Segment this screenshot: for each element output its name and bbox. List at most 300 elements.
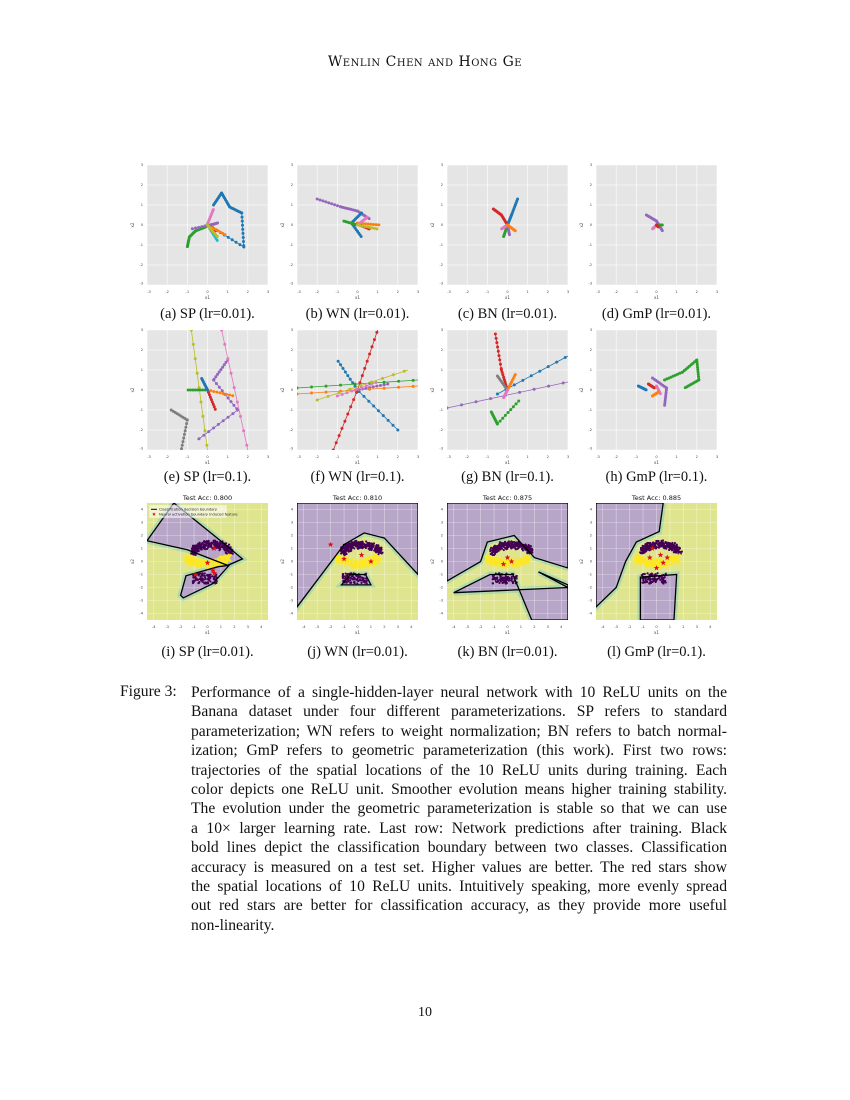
trajectory-point bbox=[346, 374, 349, 377]
data-point bbox=[214, 564, 216, 566]
trajectory-point bbox=[341, 393, 344, 396]
data-point bbox=[206, 574, 208, 576]
data-point bbox=[662, 582, 664, 584]
subplot-title: Test Acc: 0.885 bbox=[631, 494, 682, 502]
x-tick-label: 0 bbox=[356, 290, 359, 294]
data-point bbox=[195, 549, 197, 551]
data-point bbox=[379, 557, 381, 559]
data-point bbox=[493, 547, 495, 549]
data-point bbox=[501, 582, 503, 584]
data-point bbox=[499, 545, 501, 547]
data-point bbox=[349, 579, 351, 581]
y-tick-label: -4 bbox=[139, 611, 143, 616]
x-tick-label: -2 bbox=[465, 290, 469, 294]
trajectory-point bbox=[339, 384, 342, 387]
data-point bbox=[511, 541, 513, 543]
data-point bbox=[497, 560, 499, 562]
subplot-i bbox=[127, 489, 276, 636]
caption-line: out red stars are better for classification accuracy, as they provide more useful bbox=[191, 897, 727, 915]
trajectory-point bbox=[657, 225, 660, 228]
trajectory-point bbox=[223, 233, 226, 236]
trajectory-point bbox=[517, 399, 520, 402]
data-point bbox=[528, 545, 530, 547]
data-point bbox=[661, 576, 663, 578]
trajectory-point bbox=[375, 227, 378, 230]
data-point bbox=[344, 572, 346, 574]
data-point bbox=[191, 548, 193, 550]
trajectory-point bbox=[367, 222, 370, 225]
y-tick-label: 3 bbox=[440, 163, 443, 168]
x-tick-label: -2 bbox=[478, 625, 483, 629]
y-tick-label: -2 bbox=[588, 263, 592, 268]
x-tick-label: -3 bbox=[447, 455, 451, 459]
trajectory-point bbox=[386, 383, 389, 386]
trajectory-point bbox=[241, 216, 244, 219]
data-point bbox=[365, 544, 367, 546]
y-axis-label: x2 bbox=[280, 222, 285, 228]
trajectory-point bbox=[368, 353, 371, 356]
trajectory-point bbox=[500, 227, 503, 230]
data-point bbox=[210, 544, 212, 546]
data-point bbox=[492, 582, 494, 584]
trajectory-point bbox=[325, 391, 328, 394]
trajectory-point bbox=[336, 204, 339, 207]
trajectory-point bbox=[651, 227, 654, 230]
trajectory-point bbox=[515, 402, 518, 405]
x-tick-label: 1 bbox=[519, 625, 523, 629]
data-point bbox=[194, 545, 196, 547]
data-point bbox=[189, 562, 191, 564]
x-tick-label: 1 bbox=[675, 290, 678, 294]
data-point bbox=[357, 562, 359, 564]
data-point bbox=[658, 542, 660, 544]
data-point bbox=[343, 553, 345, 555]
y-tick-label: -3 bbox=[439, 446, 443, 451]
trajectory-point bbox=[346, 413, 349, 416]
trajectory-point bbox=[533, 388, 536, 391]
data-point bbox=[381, 551, 383, 553]
data-point bbox=[531, 551, 533, 553]
data-point bbox=[487, 557, 489, 559]
data-point bbox=[198, 564, 200, 566]
y-tick-label: 4 bbox=[440, 507, 443, 512]
trajectory-point bbox=[661, 224, 664, 227]
trajectory-point bbox=[496, 423, 499, 426]
x-tick-label: 1 bbox=[526, 290, 529, 294]
data-point bbox=[217, 558, 219, 560]
data-point bbox=[488, 561, 490, 563]
trajectory-point bbox=[495, 337, 498, 340]
trajectory-point bbox=[495, 341, 498, 344]
x-tick-label: 0 bbox=[356, 455, 359, 459]
trajectory-point bbox=[489, 397, 492, 400]
data-point bbox=[500, 542, 502, 544]
x-tick-label: -3 bbox=[614, 625, 618, 629]
data-point bbox=[648, 564, 650, 566]
y-tick-label: -3 bbox=[439, 281, 443, 286]
subfigure-caption: (b) WN (lr=0.01). bbox=[305, 306, 410, 322]
y-tick-label: -3 bbox=[289, 598, 293, 603]
trajectory-point bbox=[241, 228, 244, 231]
y-tick-label: 1 bbox=[290, 203, 293, 208]
y-tick-label: 2 bbox=[140, 183, 143, 188]
caption-line: Performance of a single-hidden-layer neural network with 10 ReLU units on the bbox=[191, 684, 727, 701]
data-point bbox=[662, 545, 664, 547]
trajectory-point bbox=[562, 382, 565, 385]
data-point bbox=[490, 547, 492, 549]
data-point bbox=[633, 560, 635, 562]
y-tick-label: 1 bbox=[140, 368, 143, 373]
trajectory-point bbox=[366, 216, 369, 219]
trajectory-point bbox=[364, 222, 367, 225]
data-point bbox=[674, 542, 676, 544]
trajectory-point bbox=[368, 388, 371, 391]
x-tick-label: -3 bbox=[297, 455, 301, 459]
trajectory-point bbox=[212, 208, 215, 211]
data-point bbox=[196, 562, 198, 564]
data-point bbox=[500, 560, 502, 562]
x-tick-label: 2 bbox=[396, 455, 399, 459]
y-tick-label: 3 bbox=[290, 163, 293, 168]
running-header: Wenlin Chen and Hong Ge bbox=[327, 54, 523, 70]
trajectory-point bbox=[196, 372, 199, 375]
data-point bbox=[636, 559, 638, 561]
data-point bbox=[637, 553, 639, 555]
trajectory-point bbox=[225, 393, 228, 396]
data-point bbox=[515, 563, 517, 565]
data-point bbox=[347, 560, 349, 562]
data-point bbox=[649, 542, 651, 544]
data-point bbox=[495, 565, 497, 567]
y-tick-label: -1 bbox=[289, 243, 293, 248]
data-point bbox=[357, 576, 359, 578]
x-tick-label: 0 bbox=[655, 290, 658, 294]
data-point bbox=[485, 560, 487, 562]
trajectory-point bbox=[518, 391, 521, 394]
y-tick-label: -3 bbox=[139, 598, 143, 603]
y-tick-label: 3 bbox=[589, 163, 592, 168]
trajectory-point bbox=[242, 236, 245, 239]
caption-line: Banana dataset under four different parameterizations. SP refers to standard bbox=[191, 703, 727, 721]
data-point bbox=[206, 567, 208, 569]
trajectory-point bbox=[343, 420, 346, 423]
data-point bbox=[361, 541, 363, 543]
data-point bbox=[646, 572, 648, 574]
trajectory-point bbox=[355, 388, 358, 391]
trajectory-point bbox=[213, 222, 216, 225]
x-tick-label: 0 bbox=[506, 625, 509, 629]
x-tick-label: -1 bbox=[634, 455, 639, 459]
y-tick-label: 1 bbox=[440, 546, 443, 551]
x-tick-label: -1 bbox=[335, 455, 340, 459]
y-tick-label: -4 bbox=[588, 611, 592, 616]
data-point bbox=[372, 565, 374, 567]
trajectory-point bbox=[209, 389, 212, 392]
data-point bbox=[355, 544, 357, 546]
data-point bbox=[225, 557, 227, 559]
trajectory-point bbox=[222, 419, 225, 422]
caption-line: accuracy is measured on a test set. Higher values are better. The red stars show bbox=[191, 858, 727, 876]
data-point bbox=[526, 552, 528, 554]
y-tick-label: 1 bbox=[589, 203, 592, 208]
trajectory-point bbox=[296, 387, 299, 390]
trajectory-point bbox=[350, 389, 353, 392]
data-point bbox=[204, 566, 206, 568]
data-point bbox=[670, 560, 672, 562]
x-tick-label: -2 bbox=[465, 455, 469, 459]
trajectory-point bbox=[366, 360, 369, 363]
data-point bbox=[656, 578, 658, 580]
data-point bbox=[357, 566, 359, 568]
x-tick-label: 0 bbox=[206, 290, 209, 294]
data-point bbox=[363, 565, 365, 567]
y-tick-label: 0 bbox=[589, 388, 592, 393]
data-point bbox=[521, 558, 523, 560]
y-tick-label: 2 bbox=[589, 533, 592, 538]
data-point bbox=[347, 574, 349, 576]
y-tick-label: -3 bbox=[139, 446, 143, 451]
trajectory-point bbox=[509, 408, 512, 411]
x-tick-label: -3 bbox=[165, 625, 169, 629]
x-tick-label: 4 bbox=[410, 625, 413, 629]
x-axis-label: x1 bbox=[355, 630, 360, 635]
trajectory-point bbox=[391, 424, 394, 427]
trajectory-point bbox=[504, 414, 507, 417]
trajectory-point bbox=[327, 395, 330, 398]
trajectory-point bbox=[223, 343, 226, 346]
data-point bbox=[364, 546, 366, 548]
data-point bbox=[337, 556, 339, 558]
y-tick-label: 3 bbox=[140, 328, 143, 333]
x-tick-label: 2 bbox=[233, 625, 236, 629]
trajectory-point bbox=[412, 379, 415, 382]
subplot-title: Test Acc: 0.800 bbox=[182, 494, 233, 502]
data-point bbox=[369, 546, 371, 548]
x-tick-label: -1 bbox=[492, 625, 496, 629]
x-tick-label: -4 bbox=[301, 625, 306, 629]
data-point bbox=[528, 558, 530, 560]
trajectory-point bbox=[200, 377, 203, 380]
data-point bbox=[657, 546, 659, 548]
data-point bbox=[640, 555, 642, 557]
x-tick-label: 1 bbox=[226, 290, 229, 294]
data-point bbox=[678, 548, 680, 550]
y-tick-label: -3 bbox=[588, 446, 592, 451]
data-point bbox=[375, 547, 377, 549]
trajectory-point bbox=[349, 378, 352, 381]
trajectory-point bbox=[191, 227, 194, 230]
data-point bbox=[668, 549, 670, 551]
trajectory-point bbox=[379, 384, 382, 387]
data-point bbox=[639, 561, 641, 563]
y-tick-label: -2 bbox=[289, 428, 293, 433]
trajectory-point bbox=[221, 389, 224, 392]
trajectory-point bbox=[354, 383, 357, 386]
data-point bbox=[506, 545, 508, 547]
data-point bbox=[528, 547, 530, 549]
trajectory-point bbox=[241, 232, 244, 235]
trajectory-point bbox=[227, 236, 230, 239]
trajectory-point bbox=[330, 202, 333, 205]
y-tick-label: 0 bbox=[290, 559, 293, 564]
data-point bbox=[352, 543, 354, 545]
y-tick-label: 2 bbox=[290, 533, 293, 538]
figure-caption-body bbox=[191, 683, 727, 935]
data-point bbox=[228, 558, 230, 560]
y-tick-label: -1 bbox=[439, 572, 443, 577]
data-point bbox=[346, 562, 348, 564]
data-point bbox=[500, 565, 502, 567]
trajectory-point bbox=[375, 223, 378, 226]
trajectory-point bbox=[538, 370, 541, 373]
data-point bbox=[645, 578, 647, 580]
y-tick-label: 4 bbox=[589, 507, 592, 512]
caption-line: The evolution under the geometric parameterization is stable so that we can use bbox=[191, 800, 727, 818]
trajectory-point bbox=[333, 203, 336, 206]
y-tick-label: -1 bbox=[139, 572, 143, 577]
data-point bbox=[369, 543, 371, 545]
trajectory-point bbox=[218, 386, 221, 389]
trajectory-point bbox=[181, 440, 184, 443]
y-tick-label: 0 bbox=[589, 559, 592, 564]
x-tick-label: 2 bbox=[533, 625, 536, 629]
data-point bbox=[505, 582, 507, 584]
y-tick-label: -1 bbox=[588, 243, 592, 248]
x-tick-label: -1 bbox=[185, 290, 190, 294]
data-point bbox=[201, 563, 203, 565]
data-point bbox=[221, 544, 223, 546]
y-tick-label: 2 bbox=[290, 183, 293, 188]
y-tick-label: 2 bbox=[440, 533, 443, 538]
trajectory-point bbox=[228, 394, 231, 397]
subfigure-caption: (a) SP (lr=0.01). bbox=[160, 306, 255, 322]
y-tick-label: -1 bbox=[289, 408, 293, 413]
trajectory-point bbox=[657, 391, 660, 394]
subplot-e bbox=[127, 316, 276, 466]
trajectory-point bbox=[235, 241, 238, 244]
trajectory-point bbox=[339, 363, 342, 366]
subplot-a bbox=[127, 151, 276, 301]
data-point bbox=[199, 561, 201, 563]
trajectory-point bbox=[219, 391, 222, 394]
x-tick-label: -1 bbox=[185, 455, 190, 459]
x-axis-label: x1 bbox=[505, 295, 510, 300]
data-point bbox=[511, 565, 513, 567]
trajectory-point bbox=[217, 423, 220, 426]
data-point bbox=[365, 558, 367, 560]
x-tick-label: -3 bbox=[147, 290, 151, 294]
trajectory-point bbox=[498, 354, 501, 357]
y-tick-label: 3 bbox=[290, 328, 293, 333]
data-point bbox=[646, 548, 648, 550]
trajectory-point bbox=[508, 233, 511, 236]
x-tick-label: -3 bbox=[596, 290, 600, 294]
y-axis-label: x2 bbox=[130, 222, 135, 228]
y-tick-label: 3 bbox=[440, 520, 443, 525]
caption-line: a 10× larger learning rate. Last row: Network predictions after training. Black bbox=[191, 819, 727, 837]
x-tick-label: -3 bbox=[147, 455, 151, 459]
data-point bbox=[215, 582, 217, 584]
y-tick-label: 2 bbox=[140, 348, 143, 353]
y-tick-label: 0 bbox=[440, 388, 443, 393]
data-point bbox=[208, 543, 210, 545]
data-point bbox=[511, 578, 513, 580]
data-point bbox=[496, 551, 498, 553]
trajectory-point bbox=[187, 389, 190, 392]
trajectory-point bbox=[502, 396, 505, 399]
x-tick-label: 2 bbox=[546, 290, 549, 294]
data-point bbox=[194, 559, 196, 561]
data-point bbox=[494, 578, 496, 580]
x-tick-label: 3 bbox=[396, 625, 399, 629]
data-point bbox=[502, 559, 504, 561]
y-tick-label: 0 bbox=[440, 559, 443, 564]
trajectory-point bbox=[344, 371, 347, 374]
x-tick-label: 4 bbox=[260, 625, 263, 629]
trajectory-point bbox=[226, 357, 229, 360]
trajectory-point bbox=[352, 398, 355, 401]
x-tick-label: 1 bbox=[526, 455, 529, 459]
x-tick-label: 0 bbox=[206, 455, 209, 459]
trajectory-point bbox=[361, 374, 364, 377]
legend-entry: Classification decision boundary bbox=[159, 507, 218, 512]
x-tick-label: 3 bbox=[715, 290, 719, 294]
trajectory-point bbox=[392, 373, 395, 376]
trajectory-point bbox=[341, 427, 344, 430]
data-point bbox=[197, 579, 199, 581]
y-tick-label: 3 bbox=[589, 328, 592, 333]
data-point bbox=[516, 577, 518, 579]
subplot-title: Test Acc: 0.875 bbox=[482, 494, 533, 502]
data-point bbox=[200, 548, 202, 550]
y-tick-label: 0 bbox=[140, 223, 143, 228]
trajectory-point bbox=[319, 198, 322, 201]
x-tick-label: -4 bbox=[600, 625, 605, 629]
trajectory-point bbox=[349, 405, 352, 408]
data-point bbox=[342, 573, 344, 575]
y-tick-label: -3 bbox=[139, 281, 143, 286]
subplot-g bbox=[427, 316, 576, 466]
data-point bbox=[638, 564, 640, 566]
x-tick-label: 1 bbox=[226, 455, 229, 459]
trajectory-point bbox=[369, 223, 372, 226]
data-point bbox=[653, 579, 655, 581]
subplot-d bbox=[576, 151, 725, 301]
x-tick-label: -1 bbox=[335, 290, 340, 294]
y-tick-label: 3 bbox=[140, 520, 143, 525]
trajectory-point bbox=[230, 372, 233, 375]
data-point bbox=[354, 582, 356, 584]
data-point bbox=[213, 578, 215, 580]
data-point bbox=[200, 544, 202, 546]
x-tick-label: 1 bbox=[219, 625, 223, 629]
data-point bbox=[510, 545, 512, 547]
y-tick-label: -4 bbox=[439, 611, 443, 616]
trajectory-point bbox=[198, 437, 201, 440]
trajectory-point bbox=[377, 409, 380, 412]
data-point bbox=[339, 557, 341, 559]
y-tick-label: -1 bbox=[439, 408, 443, 413]
data-point bbox=[676, 546, 678, 548]
data-point bbox=[641, 582, 643, 584]
subfigure-caption: (c) BN (lr=0.01). bbox=[457, 306, 558, 322]
data-point bbox=[350, 565, 352, 567]
data-point bbox=[505, 566, 507, 568]
x-tick-label: 2 bbox=[396, 290, 399, 294]
data-point bbox=[374, 557, 376, 559]
y-tick-label: 0 bbox=[290, 388, 293, 393]
y-tick-label: 1 bbox=[290, 546, 293, 551]
